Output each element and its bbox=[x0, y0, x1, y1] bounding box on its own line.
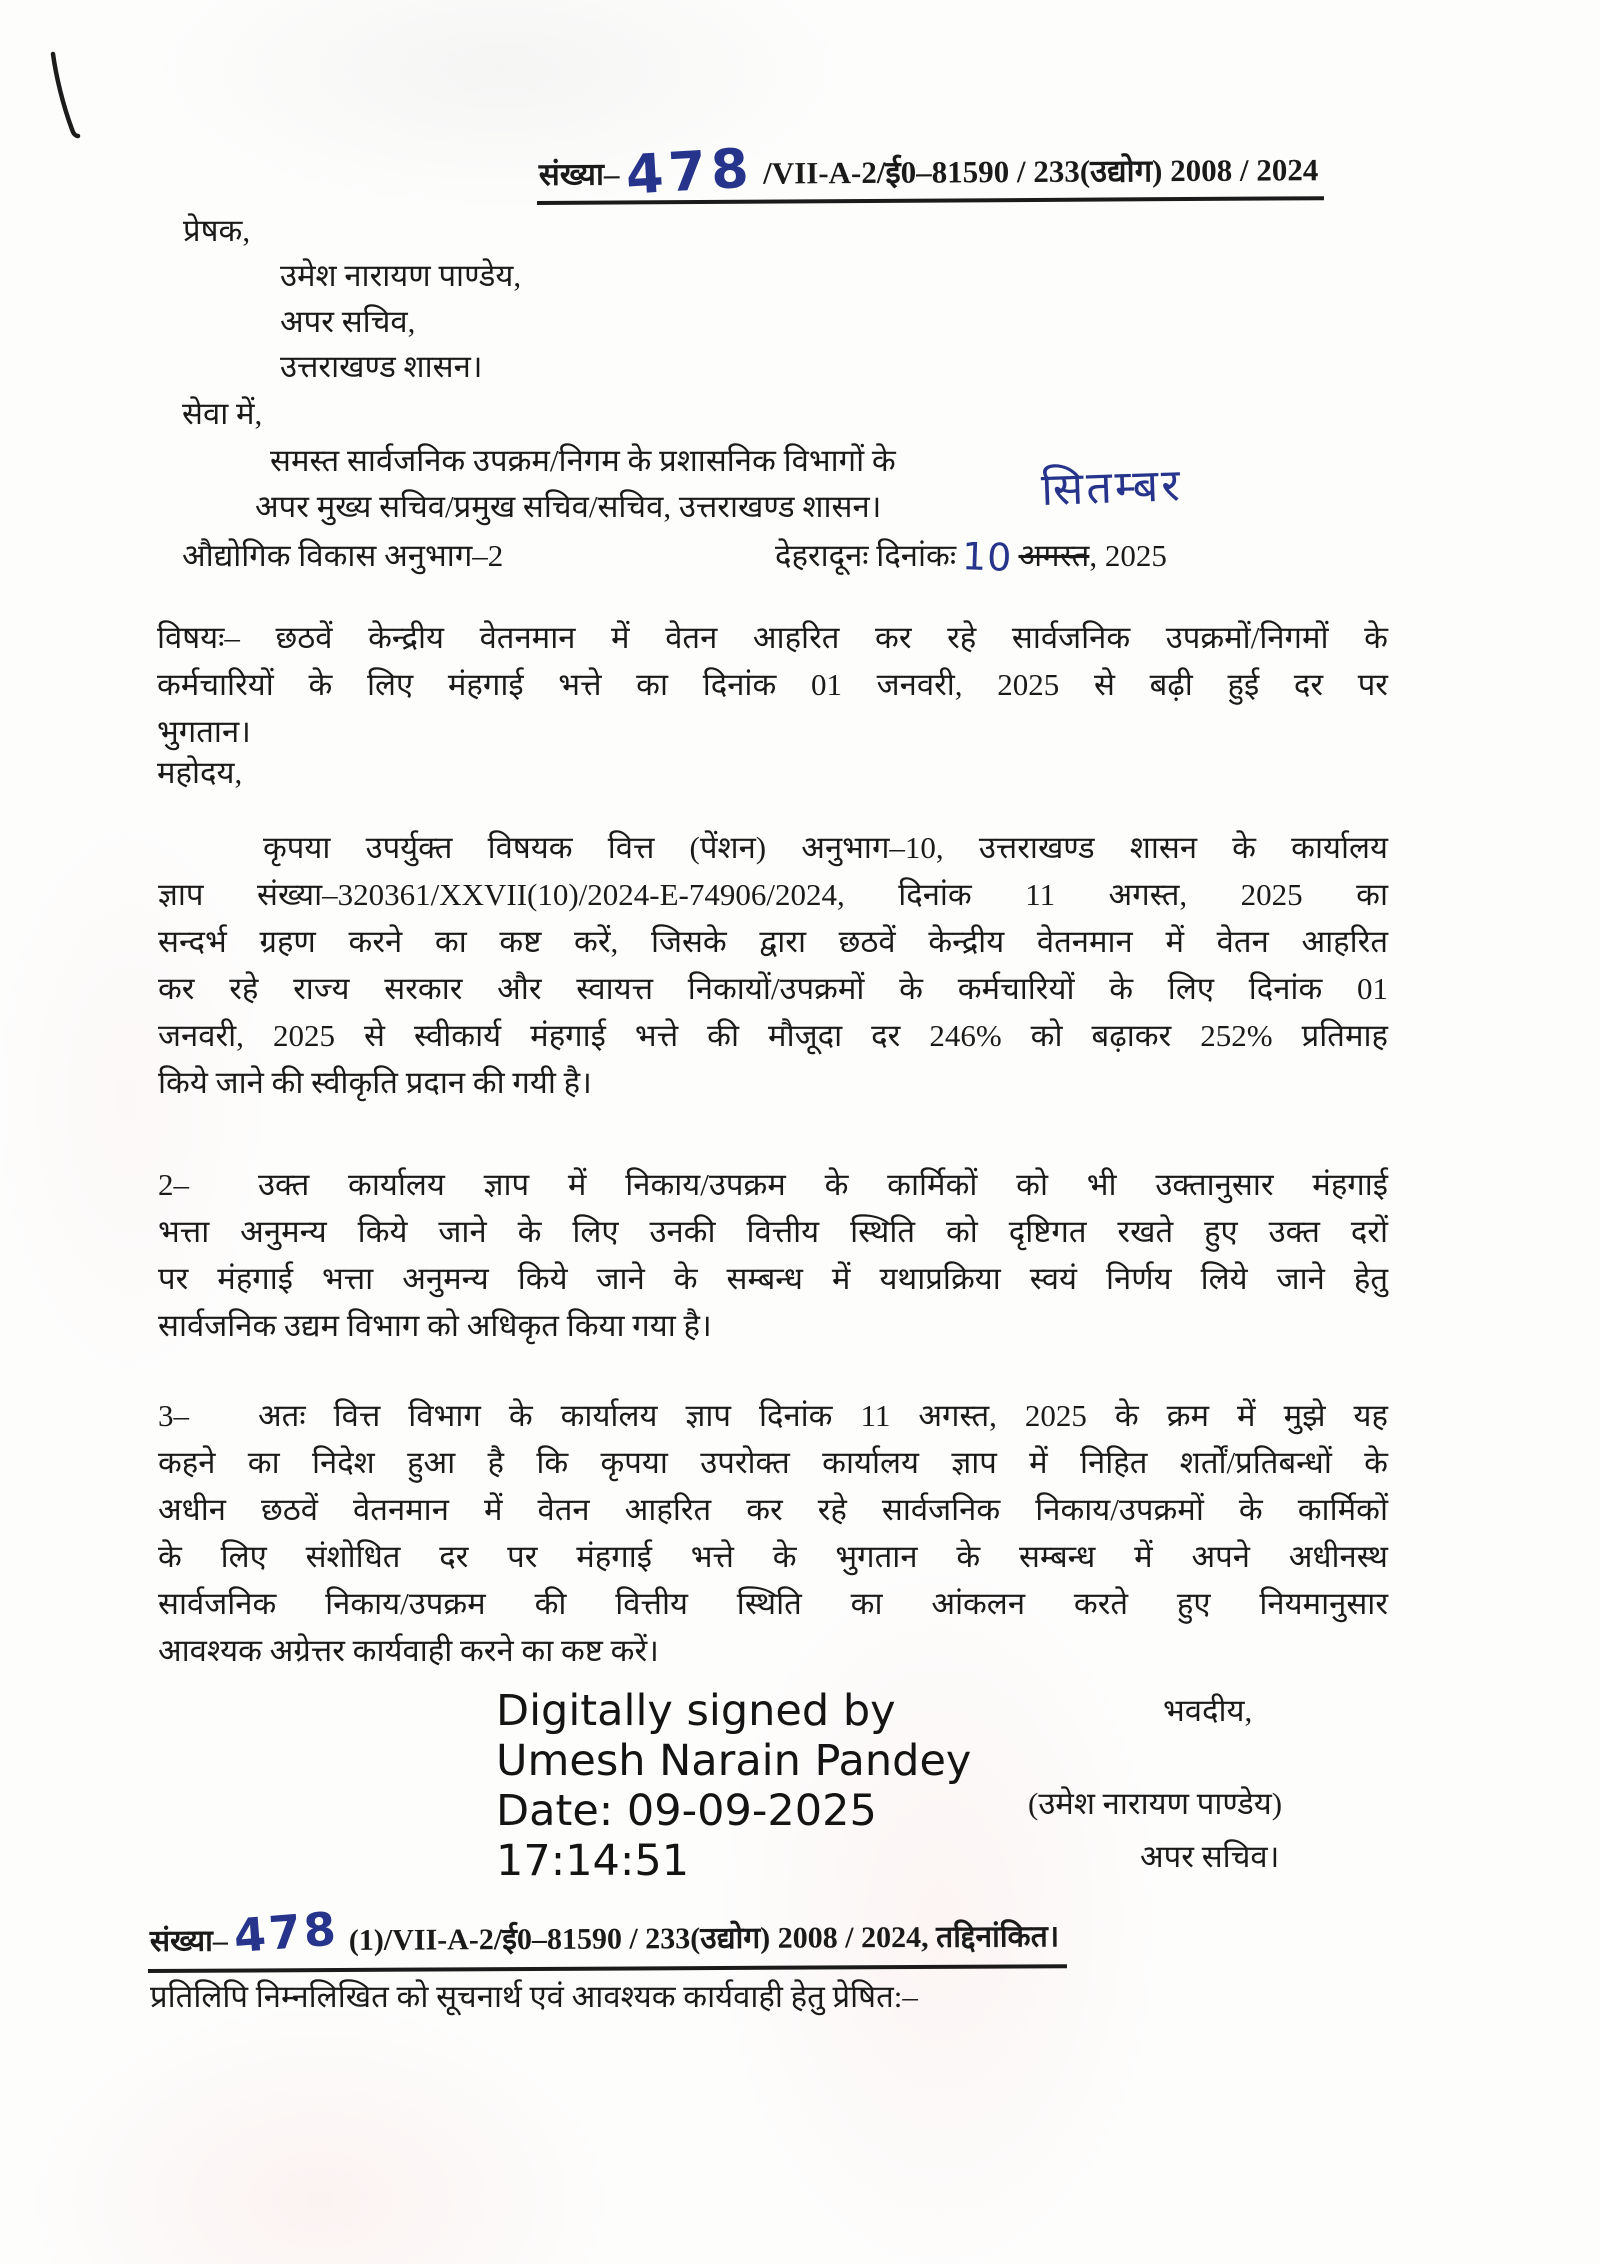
pen-stroke-mark bbox=[40, 48, 90, 143]
para-line bbox=[158, 1392, 1388, 1439]
ref2-suffix: (1)/VII-A-2/ई0–81590 / 233(उद्योग) 2008 / 2024, तद्दिनांकित। bbox=[348, 1920, 1060, 1957]
valediction: भवदीय, bbox=[1163, 1693, 1253, 1728]
para-line-text: अतः वित्त विभाग के कार्यालय ज्ञाप दिनांक 11 अगस्त, 2025 के क्रम में मुझे यह bbox=[258, 1398, 1388, 1433]
para-line-text: उक्त कार्यालय ज्ञाप में निकाय/उपक्रम के कार्मिकों को भी उक्तानुसार मंहगाई bbox=[258, 1167, 1388, 1202]
para-line: सार्वजनिक निकाय/उपक्रम की वित्तीय स्थिति का आंकलन करते हुए नियमानुसार bbox=[158, 1586, 1388, 1621]
subject-line: भुगतान। bbox=[157, 714, 251, 749]
para-line bbox=[158, 1161, 1388, 1208]
to-line2: अपर मुख्य सचिव/प्रमुख सचिव/सचिव, उत्तराखण्ड शासन। bbox=[255, 489, 882, 524]
para-line: आवश्यक अग्रेत्तर कार्यवाही करने का कष्ट करें। bbox=[158, 1633, 659, 1668]
from-name: उमेश नारायण पाण्डेय, bbox=[280, 258, 522, 293]
para-number: 3– bbox=[158, 1398, 189, 1433]
salutation: महोदय, bbox=[157, 755, 243, 790]
para-line: अधीन छठवें वेतनमान में वेतन आहरित कर रहे सार्वजनिक निकाय/उपक्रमों के कार्मिकों bbox=[158, 1492, 1388, 1527]
handwritten-month-correction: सितम्बर bbox=[1040, 460, 1184, 515]
reference-number-line bbox=[537, 136, 1325, 207]
to-line1: समस्त सार्वजनिक उपक्रम/निगम के प्रशासनिक विभागों के bbox=[270, 443, 896, 478]
place-date-prefix: देहरादूनः दिनांकः bbox=[775, 538, 957, 573]
para-line: कृपया उपर्युक्त विषयक वित्त (पेंशन) अनुभाग–10, उत्तराखण्ड शासन के कार्यालय bbox=[263, 830, 1388, 865]
copy-to-line: प्रतिलिपि निम्नलिखित को सूचनार्थ एवं आवश्यक कार्यवाही हेतु प्रेषित:– bbox=[150, 1979, 918, 2014]
struck-month: अगस्त bbox=[1018, 538, 1090, 573]
subject-line: विषयः– छठवें केन्द्रीय वेतनमान में वेतन आहरित कर रहे सार्वजनिक उपक्रमों/निगमों के bbox=[157, 620, 1388, 655]
digital-signature-line: 17:14:51 bbox=[496, 1836, 690, 1886]
place-date-line bbox=[775, 533, 1167, 579]
para-line: सन्दर्भ ग्रहण करने का कष्ट करें, जिसके द्वारा छठवें केन्द्रीय वेतनमान में वेतन आहरित bbox=[158, 924, 1388, 959]
para-line: ज्ञाप संख्या–320361/XXVII(10)/2024-E-74906/2024, दिनांक 11 अगस्त, 2025 का bbox=[158, 877, 1388, 912]
paragraph-3 bbox=[158, 1392, 1388, 1674]
signer-name: (उमेश नारायण पाण्डेय) bbox=[1028, 1786, 1283, 1821]
signer-designation: अपर सचिव। bbox=[1140, 1839, 1280, 1874]
para-line: भत्ता अनुमन्य किये जाने के लिए उनकी वित्तीय स्थिति को दृष्टिगत रखते हुए उक्त दरों bbox=[158, 1214, 1388, 1249]
digital-signature-line: Umesh Narain Pandey bbox=[496, 1736, 972, 1786]
para-line: के लिए संशोधित दर पर मंहगाई भत्ते के भुगतान के सम्बन्ध में अपने अधीनस्थ bbox=[158, 1539, 1388, 1574]
subject-line: कर्मचारियों के लिए मंहगाई भत्ते का दिनांक 01 जनवरी, 2025 से बढ़ी हुई दर पर bbox=[157, 667, 1388, 702]
from-label: प्रेषक, bbox=[183, 213, 251, 248]
para-line: पर मंहगाई भत्ता अनुमन्य किये जाने के सम्बन्ध में यथाप्रक्रिया स्वयं निर्णय लिये जाने हेतु bbox=[158, 1261, 1388, 1296]
paragraph-1 bbox=[158, 824, 1388, 1106]
from-designation: अपर सचिव, bbox=[280, 304, 416, 339]
para-line: किये जाने की स्वीकृति प्रदान की गयी है। bbox=[158, 1065, 592, 1100]
para-line: कहने का निदेश हुआ है कि कृपया उपरोक्त कार्यालय ज्ञाप में निहित शर्तों/प्रतिबन्धों के bbox=[158, 1445, 1388, 1480]
reference-number-line-2 bbox=[148, 1901, 1068, 1973]
para-line: कर रहे राज्य सरकार और स्वायत्त निकायों/उपक्रमों के कर्मचारियों के लिए दिनांक 01 bbox=[158, 971, 1388, 1006]
para-number: 2– bbox=[158, 1167, 189, 1202]
digital-signature-line: Digitally signed by bbox=[496, 1686, 896, 1736]
department-line: औद्योगिक विकास अनुभाग–2 bbox=[182, 538, 504, 573]
to-label: सेवा में, bbox=[182, 396, 263, 431]
from-org: उत्तराखण्ड शासन। bbox=[280, 349, 483, 384]
paragraph-2 bbox=[158, 1161, 1388, 1349]
ref-suffix: /VII-A-2/ई0–81590 / 233(उद्योग) 2008 / 2024 bbox=[763, 152, 1319, 191]
digital-signature-block bbox=[496, 1686, 971, 1886]
para-line: सार्वजनिक उद्यम विभाग को अधिकृत किया गया है। bbox=[158, 1308, 712, 1343]
handwritten-day: 10 bbox=[961, 534, 1014, 580]
ref2-prefix: संख्या– bbox=[149, 1924, 228, 1958]
para-line: जनवरी, 2025 से स्वीकार्य मंहगाई भत्ते की मौजूदा दर 246% को बढ़ाकर 252% प्रतिमाह bbox=[158, 1018, 1388, 1053]
digital-signature-line: Date: 09-09-2025 bbox=[496, 1786, 877, 1836]
ref-prefix: संख्या– bbox=[538, 156, 620, 192]
date-year: , 2025 bbox=[1089, 538, 1167, 573]
subject-block bbox=[157, 614, 1388, 755]
handwritten-ref-number-2: 478 bbox=[231, 1901, 341, 1964]
handwritten-ref-number: 478 bbox=[623, 136, 755, 207]
